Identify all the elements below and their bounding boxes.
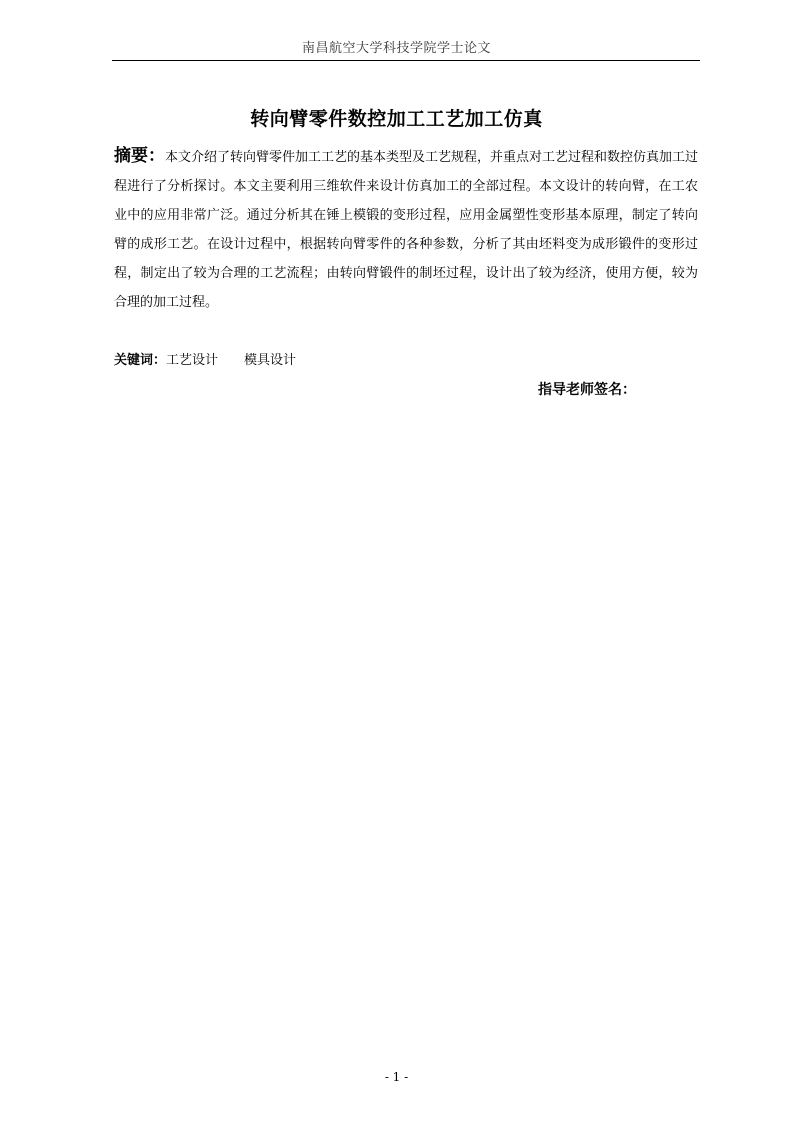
advisor-signature-label: 指导老师签名： [538,382,636,398]
page-title: 转向臂零件数控加工工艺加工仿真 [250,108,543,130]
abstract-paragraph [114,142,698,317]
abstract-body: 本文介绍了转向臂零件加工工艺的基本类型及工艺规程，并重点对工艺过程和数控仿真加工过程进行了分析探讨。本文主要利用三维软件来设计仿真加工的全部过程。本文设计的转向臂，在工农业中的应用非常广泛。通过分析其在锤上模锻的变形过程，应用金属塑性变形基本原理，制定了转向臂的成形工艺。在设计过程中，根据转向臂零件的各种参数，分析了其由坯料变为成形锻件的变形过程，制定出了较为合理的工艺流程；由转向臂锻件的制坯过程，设计出了较为经济，使用方便，较为合理的加工过程。 [114,150,699,310]
page-number: - 1 - [384,1070,409,1084]
abstract-label: 摘要： [114,146,165,166]
running-header: 南昌航空大学科技学院学士论文 [301,41,491,56]
keyword-item: 工艺设计 [166,353,219,368]
keyword-item: 模具设计 [244,353,297,368]
keywords-line [114,350,296,372]
header-divider [112,60,700,61]
keywords-label: 关键词： [114,353,167,368]
